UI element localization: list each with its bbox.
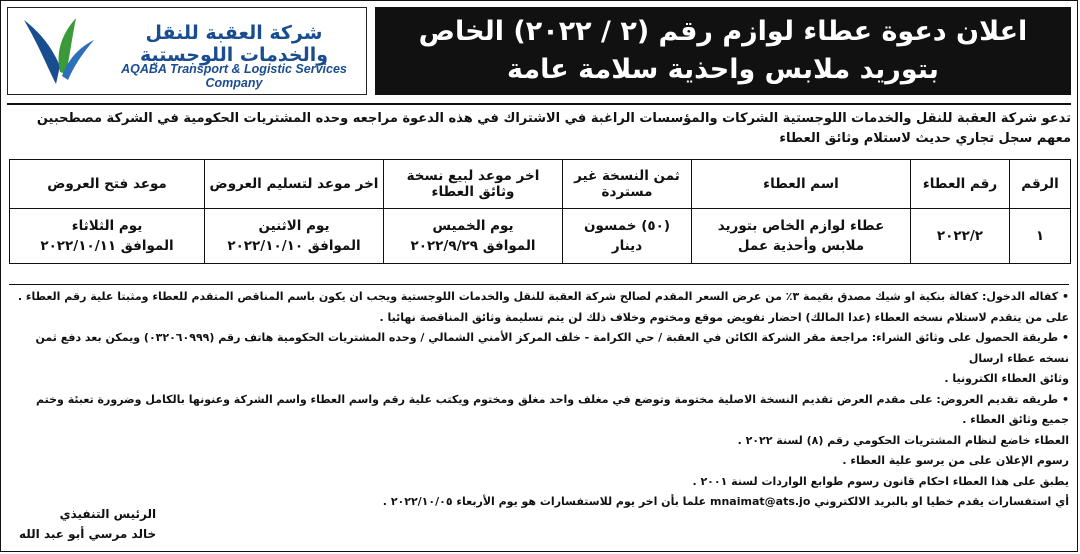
cell-opening-date [10, 209, 205, 264]
cell-number: ١ [1010, 209, 1071, 264]
tender-name-line-1: عطاء لوازم الخاص بتوريد [717, 218, 885, 234]
cell-tender-no: ٢٠٢٢/٢ [911, 209, 1010, 264]
note-entry-guarantee: • كفاله الدخول: كفالة بنكية او شيك مصدق بقيمة ٣٪ من عرض السعر المقدم لصالح شركة العقبة للنقل والخدمات اللوجستية ويجب ان يكون باسم المناقص المتقدم للعطاء ومثبتا علية رقم العطاء . [17, 290, 1069, 303]
header-opening-date: موعد فتح العروض [10, 160, 205, 209]
note-authorization: على من يتقدم لاستلام نسخه العطاء (عدا المالك) احضار تفويض موقع ومختوم وخلاف ذلك لن يتم تسليمة وثائق المناقصة نهائيا . [379, 310, 1069, 324]
signatory-title: الرئيس التنفيذي [59, 507, 157, 521]
note-obtaining-documents: • طريقة الحصول على وثائق الشراء: مراجعة مقر الشركة الكائن في العقبة / حي الكرامة - خلف المركز الأمني الشمالي / وحده المشتريات الحكومية هاتف رقم (٠٣٢٠٦٠٩٩٩) ويمكن بعد دفع ثمن نسخه عطاء ارسال [35, 331, 1069, 365]
cell-price [563, 209, 692, 264]
title-line-1: اعلان دعوة عطاء لوازم رقم (٢ / ٢٠٢٢) الخاص [418, 16, 1028, 47]
table-row [10, 209, 1071, 264]
opening-date: الموافق ٢٠٢٢/١٠/١١ [40, 238, 174, 254]
cell-sale-deadline [384, 209, 563, 264]
header-number: الرقم [1010, 160, 1071, 209]
signature-block [19, 504, 156, 544]
sale-date: الموافق ٢٠٢٢/٩/٢٩ [410, 238, 536, 254]
delivery-date: الموافق ٢٠٢٢/١٠/١٠ [227, 238, 361, 254]
note-procurement-law: العطاء خاضع لنظام المشتريات الحكومي رقم (٨) لسنة ٢٠٢٢ . [737, 433, 1069, 447]
company-name-arabic: شركة العقبة للنقل والخدمات اللوجستية [139, 22, 329, 66]
header-tender-name: اسم العطاء [692, 160, 911, 209]
note-submission-method: • طريقه تقديم العروض: على مقدم العرض تقديم النسخة الاصلية مختومة وتوضع في مغلف واحد مغلق ومختوم ويكتب علية رقم واسم العطاء واسم الشركة وعنونها بالكامل وضرورة تعبئة وختم جميع وثائق العطاء . [36, 392, 1069, 426]
price-line-1: (٥٠) خمسون [583, 218, 671, 234]
header-delivery-deadline: اخر موعد لتسليم العروض [205, 160, 384, 209]
announcement-title [375, 7, 1071, 95]
cell-delivery-deadline [205, 209, 384, 264]
note-inquiries: أي استفسارات يقدم خطيا او بالبريد الالكتروني mnaimat@ats.jo علما بأن اخر يوم للاستفسارات هو يوم الأربعاء ٢٠٢٢/١٠/٠٥ . [382, 495, 1069, 508]
delivery-day: يوم الاثنين [258, 218, 330, 234]
intro-paragraph: تدعو شركة العقبة للنقل والخدمات اللوجستية الشركات والمؤسسات الراغبة في الاشتراك في هذه الدعوة مراجعه وحده المشتريات الحكومية في الشركة مصطحبين معهم سجل تجاري حديث لاستلام وثائق العطاء [7, 103, 1071, 149]
terms-notes [9, 284, 1069, 513]
bird-logo-icon [16, 14, 96, 90]
tender-name-line-2: ملابس وأحذية عمل [737, 238, 865, 254]
sale-day: يوم الخميس [432, 218, 514, 234]
table-header-row [10, 160, 1071, 209]
tender-table [9, 159, 1071, 264]
company-name-english: AQABA Transport & Logistic Services Company [121, 62, 347, 90]
cell-tender-name [692, 209, 911, 264]
note-advert-fees: رسوم الإعلان على من يرسو علية العطاء . [842, 454, 1069, 467]
title-line-2: بتوريد ملابس واحذية سلامة عامة [507, 54, 939, 85]
header-price: ثمن النسخة غير مستردة [563, 160, 692, 209]
header [1, 1, 1077, 98]
note-obtaining-documents-cont: وثائق العطاء الكترونيا . [944, 372, 1069, 385]
note-stamp-duty: يطبق على هذا العطاء احكام قانون رسوم طوابع الواردات لسنة ٢٠٠١ . [692, 474, 1069, 488]
header-sale-deadline: اخر موعد لبيع نسخة وثائق العطاء [384, 160, 563, 209]
header-tender-no: رقم العطاء [911, 160, 1010, 209]
company-logo [7, 7, 367, 95]
price-line-2: دينار [611, 238, 643, 254]
opening-day: يوم الثلاثاء [71, 218, 143, 234]
signatory-name: خالد مرسي أبو عبد الله [19, 527, 157, 541]
